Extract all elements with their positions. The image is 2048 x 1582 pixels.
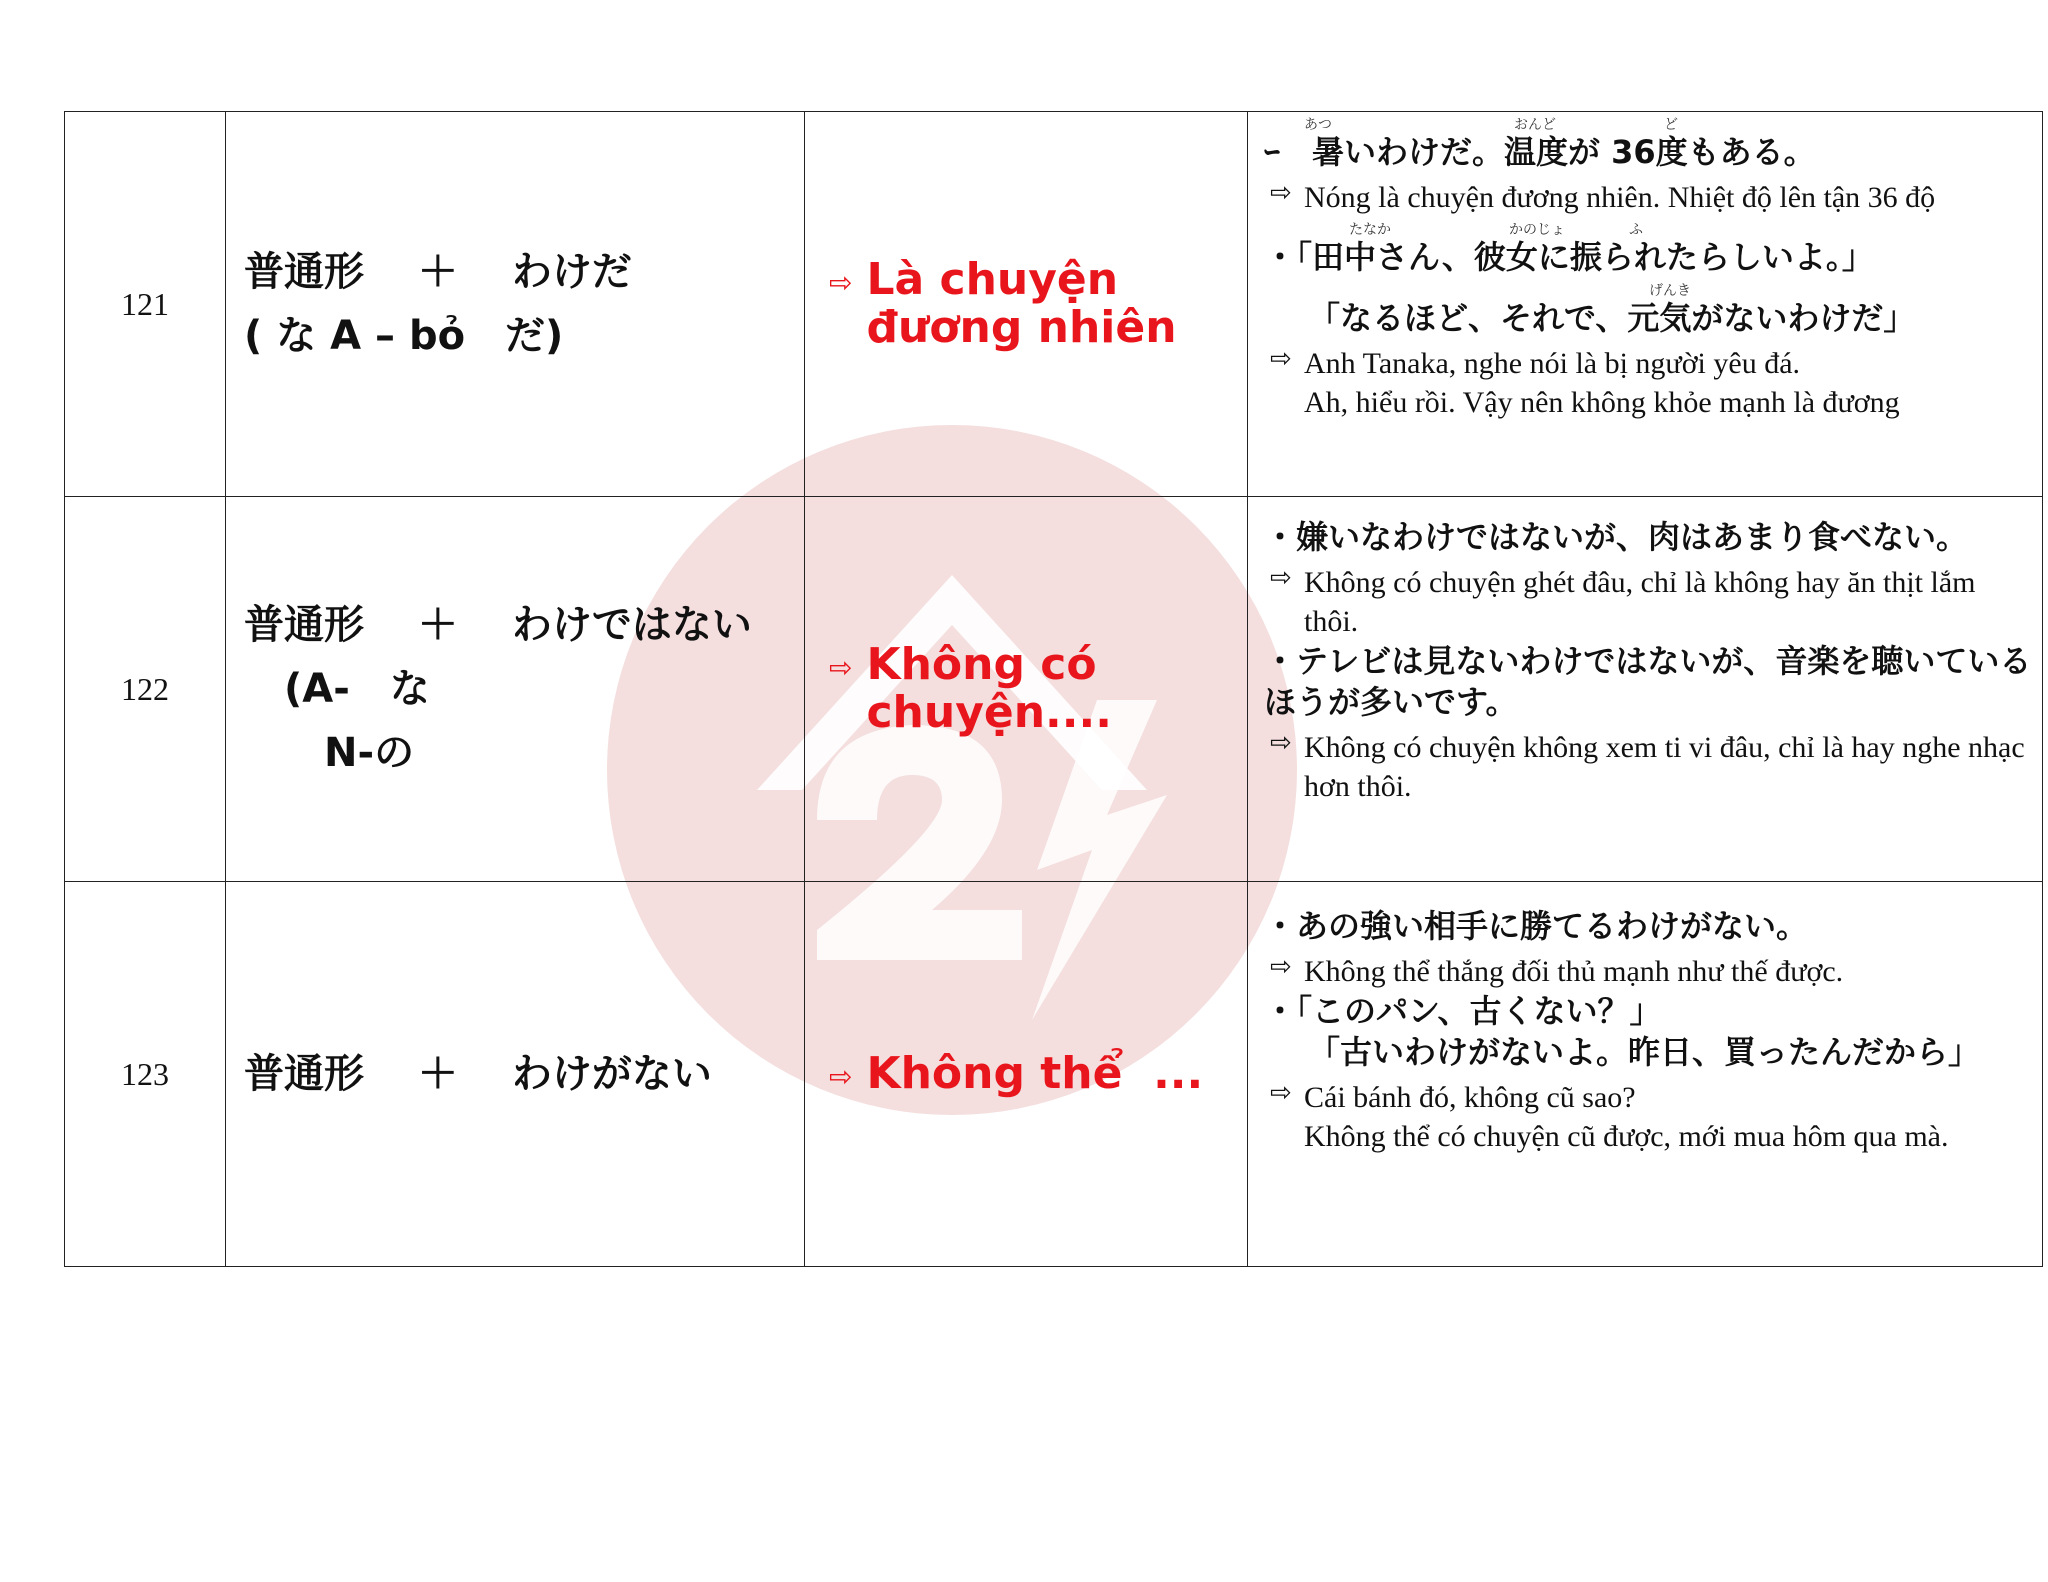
arrow-icon: ⇨ bbox=[1270, 1077, 1292, 1108]
arrow-icon: ⇨ bbox=[1270, 177, 1292, 208]
arrow-icon: ⇨ bbox=[829, 1059, 853, 1093]
table-row bbox=[65, 112, 2043, 497]
furigana-text: ふ bbox=[1629, 221, 1643, 238]
furigana-text: かのじょ bbox=[1509, 221, 1565, 238]
row-number: 123 bbox=[65, 882, 226, 1267]
grammar-form bbox=[226, 882, 805, 1267]
example-jp: ・あの強い相手に勝てるわけがない。 bbox=[1264, 907, 1809, 945]
table-row bbox=[65, 882, 2043, 1267]
example-vn: ⇨ Anh Tanaka, nghe nói là bị người yêu đá. bbox=[1270, 343, 1801, 380]
examples-cell bbox=[1248, 882, 2043, 1267]
example-jp: ｰ 暑いわけだ。温度が 36度もある。 bbox=[1264, 133, 1816, 171]
example-jp: 「古いわけがないよ。昨日、買ったんだから」 bbox=[1308, 1033, 1981, 1072]
example-jp: ・「このパン、古くない？」 bbox=[1264, 991, 1662, 1030]
grammar-table bbox=[64, 111, 2043, 1267]
grammar-form bbox=[226, 497, 805, 882]
furigana-text: たなか bbox=[1349, 221, 1391, 238]
example-vn: Không thể có chuyện cũ được, mới mua hôm qua mà. bbox=[1304, 1119, 1949, 1153]
arrow-icon: ⇨ bbox=[829, 650, 853, 684]
example-vn: ⇨ Không thể thắng đối thủ mạnh như thế được. bbox=[1270, 951, 1844, 988]
furigana bbox=[1264, 217, 2032, 237]
meaning-cell bbox=[805, 112, 1248, 497]
example-vn: Ah, hiểu rồi. Vậy nên không khỏe mạnh là đương bbox=[1304, 385, 1900, 419]
furigana-text: ど bbox=[1664, 117, 1678, 133]
example-jp: 「なるほど、それで、元気がないわけだ」 bbox=[1308, 299, 1916, 338]
furigana bbox=[1264, 278, 2032, 298]
arrow-icon: ⇨ bbox=[1270, 951, 1292, 982]
form-line: 普通形 ＋ わけではない bbox=[244, 602, 752, 648]
arrow-icon: ⇨ bbox=[1270, 562, 1292, 593]
form-line: 普通形 ＋ わけがない bbox=[244, 1051, 712, 1097]
meaning-cell bbox=[805, 497, 1248, 882]
form-note: (A- な bbox=[244, 666, 430, 712]
meaning-cell bbox=[805, 882, 1248, 1267]
arrow-icon: ⇨ bbox=[829, 265, 853, 299]
meaning-text: Không có chuyện.... bbox=[866, 638, 1112, 738]
row-number: 121 bbox=[65, 112, 226, 497]
form-note: ( な A – bỏ だ) bbox=[244, 313, 564, 359]
example-jp: ・テレビは見ないわけではないが、音楽を聴いているほうが多いです。 bbox=[1264, 641, 2032, 722]
furigana bbox=[1264, 112, 2032, 132]
example-vn: ⇨ Cái bánh đó, không cũ sao? bbox=[1270, 1077, 1636, 1114]
table-row bbox=[65, 497, 2043, 882]
example-jp: ・嫌いなわけではないが、肉はあまり食べない。 bbox=[1264, 518, 1969, 556]
meaning-text: Là chuyện đương nhiên bbox=[866, 253, 1177, 353]
example-vn: ⇨ Nóng là chuyện đương nhiên. Nhiệt độ lên tận 36 độ bbox=[1270, 177, 1936, 214]
row-number: 122 bbox=[65, 497, 226, 882]
meaning-text: Không thể ... bbox=[866, 1047, 1204, 1099]
examples-cell bbox=[1248, 112, 2043, 497]
furigana-text: おんど bbox=[1514, 117, 1556, 133]
furigana-text: げんき bbox=[1649, 283, 1691, 300]
example-jp: ・「田中さん、彼女に振られたらしいよ。」 bbox=[1264, 237, 1874, 276]
arrow-icon: ⇨ bbox=[1270, 727, 1292, 758]
furigana-text: あつ bbox=[1304, 117, 1332, 133]
arrow-icon: ⇨ bbox=[1270, 343, 1292, 374]
examples-cell bbox=[1248, 497, 2043, 882]
form-note: N-の bbox=[244, 730, 415, 776]
example-vn: ⇨ Không có chuyện không xem ti vi đâu, chỉ là hay nghe nhạc hơn thôi. bbox=[1270, 727, 2025, 803]
form-line: 普通形 ＋ わけだ bbox=[244, 249, 632, 295]
grammar-form bbox=[226, 112, 805, 497]
example-vn: ⇨ Không có chuyện ghét đâu, chỉ là không hay ăn thịt lắm thôi. bbox=[1270, 562, 1976, 638]
